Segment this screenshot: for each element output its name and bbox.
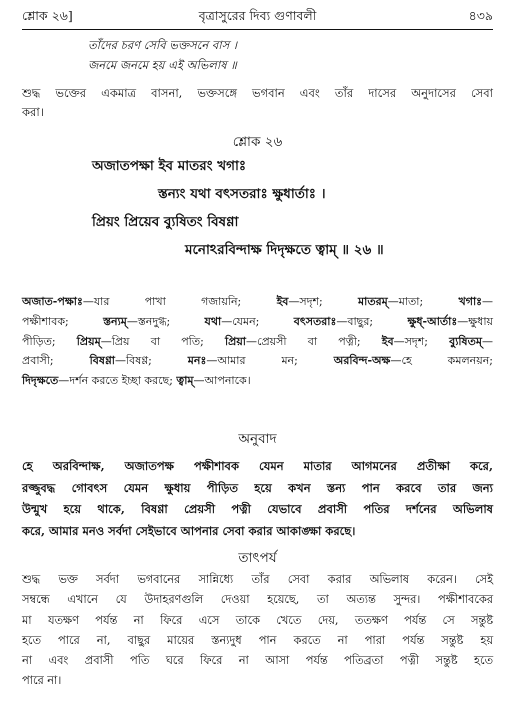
purport-line: মা যতক্ষণ পর্যন্ত না ফিরে এসে তাকে খেতে দেয়, ততক্ষণ পর্যন্ত সে সন্তুষ্ট <box>22 613 493 627</box>
term-meaning: —যার পাখা গজায়নি; <box>82 295 277 308</box>
sanskrit-term: স্তন্যম্ <box>103 314 127 328</box>
term-meaning: —সদৃশ; <box>393 334 450 348</box>
sanskrit-term: অরবিন্দ-অক্ষ <box>333 354 391 368</box>
term-meaning: পক্ষীশাবক; <box>22 314 104 328</box>
sanskrit-term: মনঃ <box>187 354 207 368</box>
purport-line: হতে পারে না, বাছুর মায়ের স্তন্যদুধ পান করতে না পারা পর্যন্ত সন্তুষ্ট হয় <box>22 633 493 647</box>
opening-verse-line-1: তাঁদের চরণ সেবি ভক্তসনে বাস । <box>88 38 237 52</box>
word-for-word-line <box>22 292 493 312</box>
term-meaning: —দর্শন করতে ইচ্ছা করছে; <box>58 374 177 388</box>
term-meaning: —ক্ষুধায় <box>457 314 493 328</box>
sanskrit-term: অজাত-পক্ষাঃ <box>22 295 83 308</box>
term-meaning: পীড়িত; <box>22 334 77 348</box>
purport-heading: তাৎপর্য <box>238 550 277 566</box>
term-meaning: —হে কমলনয়ন; <box>390 354 493 368</box>
term-meaning: —বিষণ্ণ; <box>114 354 188 368</box>
word-for-word-line <box>22 351 493 371</box>
translation-line: করে, আমার মনও সর্বদা সেইভাবে আপনার সেবা করার আকাঙ্ক্ষা করছে। <box>22 523 356 538</box>
word-for-word-line <box>22 332 493 352</box>
translation-heading: অনুবাদ <box>238 431 277 447</box>
sanskrit-term: দিদৃক্ষতে <box>22 374 59 388</box>
purport-line: পারে না। <box>22 674 62 688</box>
purport-line: সম্বন্ধে এখানে যে উদাহরণগুলি দেওয়া হয়েছে, তা অত্যন্ত সুন্দর। পক্ষীশাবকের <box>22 593 493 607</box>
translation-line: উন্মুখ হয়ে থাকে, বিষণ্ণা প্রেয়সী পত্নী যেভাবে প্রবাসী পতির দর্শনের অভিলাষ <box>22 502 493 516</box>
translation <box>22 456 493 542</box>
sanskrit-line-1: অজাতপক্ষা ইব মাতরং খগাঃ <box>92 158 247 174</box>
sanskrit-term: ইব <box>276 295 289 308</box>
header-verse-ref: শ্লোক ২৬] <box>22 8 73 23</box>
purport-line: না এবং প্রবাসী পতি ঘরে ফিরে না আসা পর্যন্ত পতিব্রতা পত্নী সন্তুষ্ট হতে <box>22 654 493 668</box>
sanskrit-term: ইব <box>381 334 394 348</box>
sanskrit-term: বিষণ্ণা <box>89 354 115 368</box>
term-meaning: — <box>481 334 493 348</box>
intro-line: করা। <box>22 104 44 119</box>
page-number: ৪৩৯ <box>468 8 493 23</box>
header-chapter-title: বৃত্রাসুরের দিব্য গুণাবলী <box>198 8 317 23</box>
term-meaning: —প্রিয় বা পতি; <box>100 334 225 348</box>
sanskrit-line-2: স্তন্যং যথা বৎসতরাঃ ক্ষুধার্তাঃ । <box>158 186 326 202</box>
translation-line: হে অরবিন্দাক্ষ, অজাতপক্ষ পক্ষীশাবক যেমন মাতার আগমনের প্রতীক্ষা করে, <box>22 459 493 473</box>
term-meaning: —মাতা; <box>387 295 459 308</box>
purport <box>22 570 493 692</box>
sanskrit-term: খগাঃ <box>458 295 483 308</box>
sanskrit-term: যথা <box>204 314 222 328</box>
opening-verse-line-2: জনমে জনমে হয় এই অভিলাষ ॥ <box>88 58 237 72</box>
term-meaning: — <box>482 295 494 308</box>
sanskrit-term: প্রিয়ম্ <box>76 334 101 348</box>
sanskrit-term: প্রিয়া <box>224 334 246 348</box>
intro-paragraph <box>22 84 493 122</box>
verse-heading: শ্লোক ২৬ <box>232 134 283 150</box>
sanskrit-term: ক্ষুধ্-আর্তাঃ <box>407 314 458 328</box>
sanskrit-term: মাতরম্ <box>358 295 388 308</box>
word-for-word-line <box>22 371 493 391</box>
term-meaning: —স্তনদুগ্ধ; <box>126 314 205 328</box>
term-meaning: —প্রেয়সী বা পত্নী; <box>246 334 382 348</box>
term-meaning: —আমার মন; <box>206 354 334 368</box>
page-header <box>22 8 493 28</box>
term-meaning: প্রবাসী; <box>22 354 90 368</box>
sanskrit-term: ব্যুষিতম্ <box>449 334 482 348</box>
sanskrit-line-3: প্রিয়ং প্রিয়েব ব্যুষিতং বিষণ্ণা <box>92 214 239 230</box>
translation-line: রজ্জুবদ্ধ গোবৎস যেমন ক্ষুধায় পীড়িত হয়ে কখন স্তন্য পান করবে তার জন্য <box>22 480 493 495</box>
intro-line: শুদ্ধ ভক্তের একমাত্র বাসনা, ভক্তসঙ্গে ভগবান এবং তাঁর দাসের অনুদাসের সেবা <box>22 86 493 100</box>
sanskrit-term: বৎসতরাঃ <box>293 314 337 328</box>
word-for-word-line <box>22 312 493 332</box>
purport-line: শুদ্ধ ভক্ত সর্বদা ভগবানের সান্নিধ্যে তাঁর সেবা করার অভিলাষ করেন। সেই <box>22 573 493 586</box>
header-rule <box>22 29 493 30</box>
sanskrit-term: ত্বাম্ <box>176 374 194 388</box>
sanskrit-line-4: মনোঽরবিন্দাক্ষ দিদৃক্ষতে ত্বাম্ ॥ ২৬ ॥ <box>185 242 384 258</box>
term-meaning: —বাছুর; <box>336 314 408 328</box>
term-meaning: —যেমন; <box>221 314 294 328</box>
word-for-word <box>22 292 493 391</box>
term-meaning: —আপনাকে। <box>193 374 251 388</box>
term-meaning: —সদৃশ; <box>288 295 359 308</box>
